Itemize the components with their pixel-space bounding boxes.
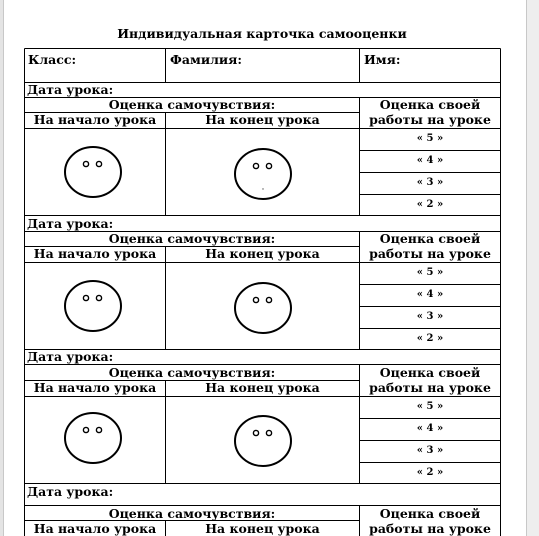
lesson-date-label: Дата урока:	[27, 349, 114, 364]
work-assessment-label-line-2: работы на уроке	[369, 246, 491, 261]
work-assessment-label-line-2: работы на уроке	[369, 112, 491, 127]
mood-face-icon[interactable]	[64, 145, 124, 199]
lesson-date-label: Дата урока:	[27, 82, 114, 97]
grade-option-2[interactable]: « 2 »	[416, 467, 444, 478]
grade-option-4[interactable]: « 4 »	[416, 155, 444, 166]
lesson-date-label: Дата урока:	[27, 216, 114, 231]
mood-face-icon[interactable]	[234, 281, 294, 335]
lesson-start-label: На начало урока	[33, 521, 157, 536]
grade-option-5[interactable]: « 5 »	[416, 133, 444, 144]
lesson-end-label: На конец урока	[205, 521, 320, 536]
grade-option-5[interactable]: « 5 »	[416, 401, 444, 412]
mood-face-icon[interactable]	[64, 279, 124, 333]
grade-option-5[interactable]: « 5 »	[416, 267, 444, 278]
class-label: Класс:	[28, 52, 77, 67]
feeling-label: Оценка самочувствия:	[108, 506, 276, 521]
lesson-end-label: На конец урока	[205, 112, 320, 127]
grade-option-2[interactable]: « 2 »	[416, 333, 444, 344]
name-label: Имя:	[364, 52, 401, 67]
mood-face-icon[interactable]	[234, 147, 294, 201]
grade-option-2[interactable]: « 2 »	[416, 199, 444, 210]
work-assessment-label-line-1: Оценка своей	[379, 365, 481, 380]
lesson-date-label: Дата урока:	[27, 484, 114, 499]
feeling-label: Оценка самочувствия:	[108, 231, 276, 246]
feeling-label: Оценка самочувствия:	[108, 97, 276, 112]
lesson-end-label: На конец урока	[205, 246, 320, 261]
work-assessment-label-line-1: Оценка своей	[379, 97, 481, 112]
work-assessment-label-line-2: работы на уроке	[369, 521, 491, 536]
work-assessment-label-line-1: Оценка своей	[379, 506, 481, 521]
lesson-end-label: На конец урока	[205, 380, 320, 395]
work-assessment-label-line-2: работы на уроке	[369, 380, 491, 395]
grade-option-3[interactable]: « 3 »	[416, 445, 444, 456]
lesson-start-label: На начало урока	[33, 380, 157, 395]
grade-option-4[interactable]: « 4 »	[416, 423, 444, 434]
surname-label: Фамилия:	[170, 52, 243, 67]
work-assessment-label-line-1: Оценка своей	[379, 231, 481, 246]
mood-face-icon[interactable]	[234, 414, 294, 468]
grade-option-4[interactable]: « 4 »	[416, 289, 444, 300]
lesson-start-label: На начало урока	[33, 246, 157, 261]
card-title: Индивидуальная карточка самооценки	[117, 26, 407, 41]
lesson-start-label: На начало урока	[33, 112, 157, 127]
grade-option-3[interactable]: « 3 »	[416, 311, 444, 322]
grade-option-3[interactable]: « 3 »	[416, 177, 444, 188]
feeling-label: Оценка самочувствия:	[108, 365, 276, 380]
mood-face-icon[interactable]	[64, 411, 124, 465]
